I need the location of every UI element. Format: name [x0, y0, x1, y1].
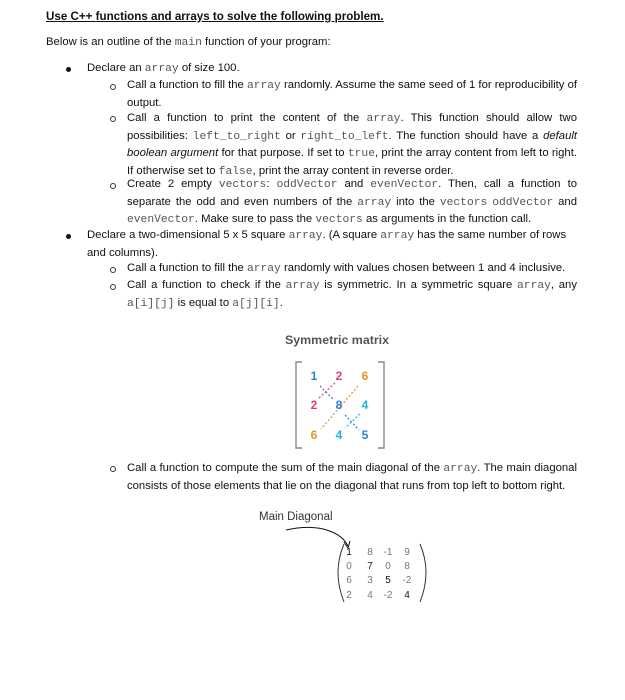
matrix-cell: -1 [383, 547, 393, 558]
matrix-cell: -2 [383, 590, 393, 601]
sub-fill-2d-array: Call a function to fill the array randomly with values chosen between 1 and 4 inclusive. [127, 262, 566, 275]
sub-fill-array: Call a function to fill the array randomly. Assume the same seed of 1 for reproducibility of output. [127, 79, 578, 109]
diagonal-arrow [286, 527, 348, 546]
matrix-cell: 8 [404, 561, 410, 572]
matrix-cell: 3 [367, 575, 373, 586]
diagonal-cell: 1 [346, 547, 352, 558]
matrix-cell: 2 [335, 369, 343, 383]
matrix-cell: 0 [346, 561, 352, 572]
right-paren [420, 544, 426, 602]
matrix-cell: 4 [335, 428, 343, 442]
matrix-cell: 8 [335, 398, 343, 412]
main-diagonal-caption: Main Diagonal [259, 511, 333, 523]
sub-bullet-circle [110, 267, 116, 273]
matrix-cell: 4 [361, 398, 369, 412]
symmetry-arrow [319, 383, 335, 398]
sub-bullet-circle [110, 183, 116, 189]
bullet-dot [66, 234, 71, 239]
symmetric-matrix-caption: Symmetric matrix [285, 333, 389, 347]
matrix-cell: 0 [385, 561, 391, 572]
sub-bullet-circle [110, 284, 116, 290]
sub-diagonal-sum: Call a function to compute the sum of the main diagonal of the array. The main diagonal consists of those elements that lie on the diagonal that runs from top left to bottom right. [127, 462, 577, 492]
sub-bullet-circle [110, 84, 116, 90]
matrix-cell: 6 [361, 369, 369, 383]
symmetry-arrow [320, 386, 334, 400]
bullet-declare-array: Declare an array of size 100. [87, 62, 240, 75]
diagonal-cell: 7 [367, 561, 373, 572]
matrix-cell: 6 [346, 575, 352, 586]
matrix-cell: 2 [346, 590, 352, 601]
sub-bullet-circle [110, 116, 116, 122]
bullet-declare-2d-array: Declare a two-dimensional 5 x 5 square array. (A square array has the same number of rows and columns). [87, 229, 567, 259]
matrix-cell: 8 [367, 547, 373, 558]
sub-check-symmetric: Call a function to check if the array is symmetric. In a symmetric square array, any a[i][j] is equal to a[j][i]. [127, 279, 577, 310]
diagonal-cell: 5 [385, 575, 391, 586]
diagonal-cell: 4 [404, 590, 410, 601]
matrix-cell: 4 [367, 590, 373, 601]
sub-print-array: Call a function to print the content of the array. This function should allow two possibilities: left_to_right or right_to_left. The function should have a default boolean argument for that purpose. If set to true, print the array content from left to right. If otherwise set to false, print the array content in reverse order. [127, 112, 578, 178]
symmetry-arrow [345, 414, 360, 428]
intro-text: Below is an outline of the main function of your program: [46, 36, 331, 49]
main-diagonal-figure [282, 524, 432, 606]
left-paren [338, 544, 344, 602]
matrix-cell: 6 [310, 428, 318, 442]
document-title: Use C++ functions and arrays to solve the following problem. [46, 10, 384, 23]
matrix-cell: -2 [402, 575, 412, 586]
bullet-dot [66, 67, 71, 72]
sub-separate-odd-even: Create 2 empty vectors: oddVector and evenVector. Then, call a function to separate the odd and even numbers of the array into the vectors oddVector and evenVector. Make sure to pass the vectors as arguments in the function call. [127, 178, 577, 227]
matrix-cell: 2 [310, 398, 318, 412]
symmetric-matrix-figure [290, 358, 390, 458]
left-bracket [296, 362, 302, 448]
sub-bullet-circle [110, 466, 116, 472]
matrix-cell: 1 [310, 369, 318, 383]
right-bracket [378, 362, 384, 448]
matrix-cell: 5 [361, 428, 369, 442]
matrix-cell: 9 [404, 547, 410, 558]
